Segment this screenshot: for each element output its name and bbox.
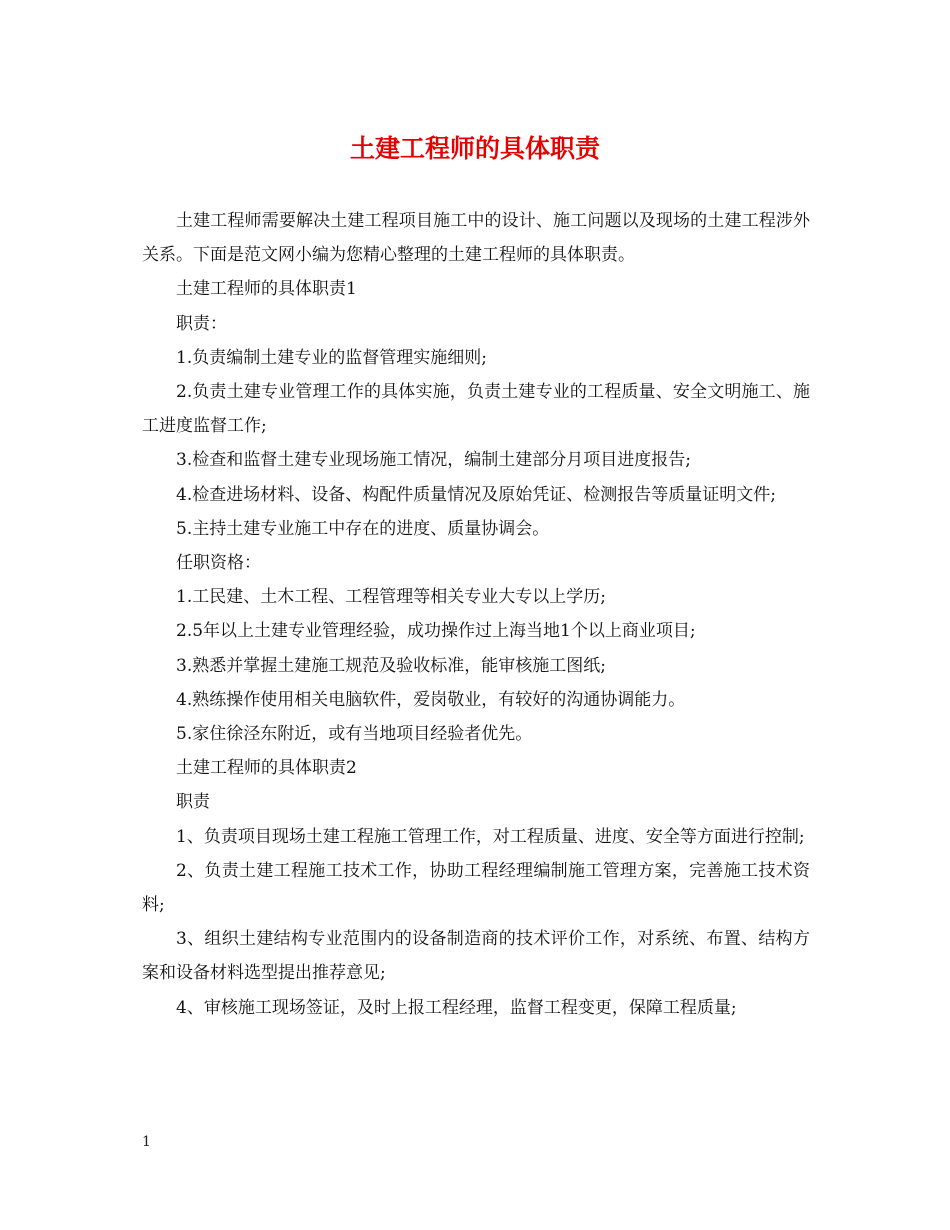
section-heading-1: 土建工程师的具体职责1 [176,279,357,300]
section-heading-2: 土建工程师的具体职责2 [176,758,357,779]
duty-item: 2.负责土建专业管理工作的具体实施，负责土建专业的工程质量、安全文明施工、施工进度监督工作; [142,382,810,437]
duty-item: 1、负责项目现场土建工程施工管理工作，对工程质量、进度、安全等方面进行控制; [176,826,805,847]
duties-label-2: 职责 [176,792,210,813]
duty-item: 2、负责土建工程施工技术工作，协助工程经理编制施工管理方案，完善施工技术资料; [142,860,810,916]
qualification-item: 5.家住徐泾东附近，或有当地项目经验者优先。 [176,724,533,745]
document-body [142,204,810,1025]
duty-item: 3、组织土建结构专业范围内的设备制造商的技术评价工作，对系统、布置、结构方案和设备材料选型提出推荐意见; [142,929,810,984]
page-number: 1 [142,1134,151,1150]
qualification-item: 3.熟悉并掌握土建施工规范及验收标准，能审核施工图纸; [176,655,606,676]
duty-item: 5.主持土建专业施工中存在的进度、质量协调会。 [176,518,550,539]
qualifications-label: 任职资格： [176,553,261,574]
duties-label-1: 职责： [176,313,227,334]
qualification-item: 1.工民建、土木工程、工程管理等相关专业大专以上学历; [176,587,606,608]
qualification-item: 2.5年以上土建专业管理经验，成功操作过上海当地1个以上商业项目; [176,621,696,642]
document-title: 土建工程师的具体职责 [349,134,600,163]
intro-paragraph: 土建工程师需要解决土建工程项目施工中的设计、施工问题以及现场的土建工程涉外关系。下面是范文网小编为您精心整理的土建工程师的具体职责。 [142,211,810,266]
duty-item: 1.负责编制土建专业的监督管理实施细则; [176,347,487,368]
qualification-item: 4.熟练操作使用相关电脑软件，爱岗敬业，有较好的沟通协调能力。 [176,689,686,710]
duty-item: 4.检查进场材料、设备、构配件质量情况及原始凭证、检测报告等质量证明文件; [176,484,776,505]
duty-item: 4、审核施工现场签证，及时上报工程经理，监督工程变更，保障工程质量; [176,997,737,1018]
duty-item: 3.检查和监督土建专业现场施工情况，编制土建部分月项目进度报告; [176,450,691,471]
